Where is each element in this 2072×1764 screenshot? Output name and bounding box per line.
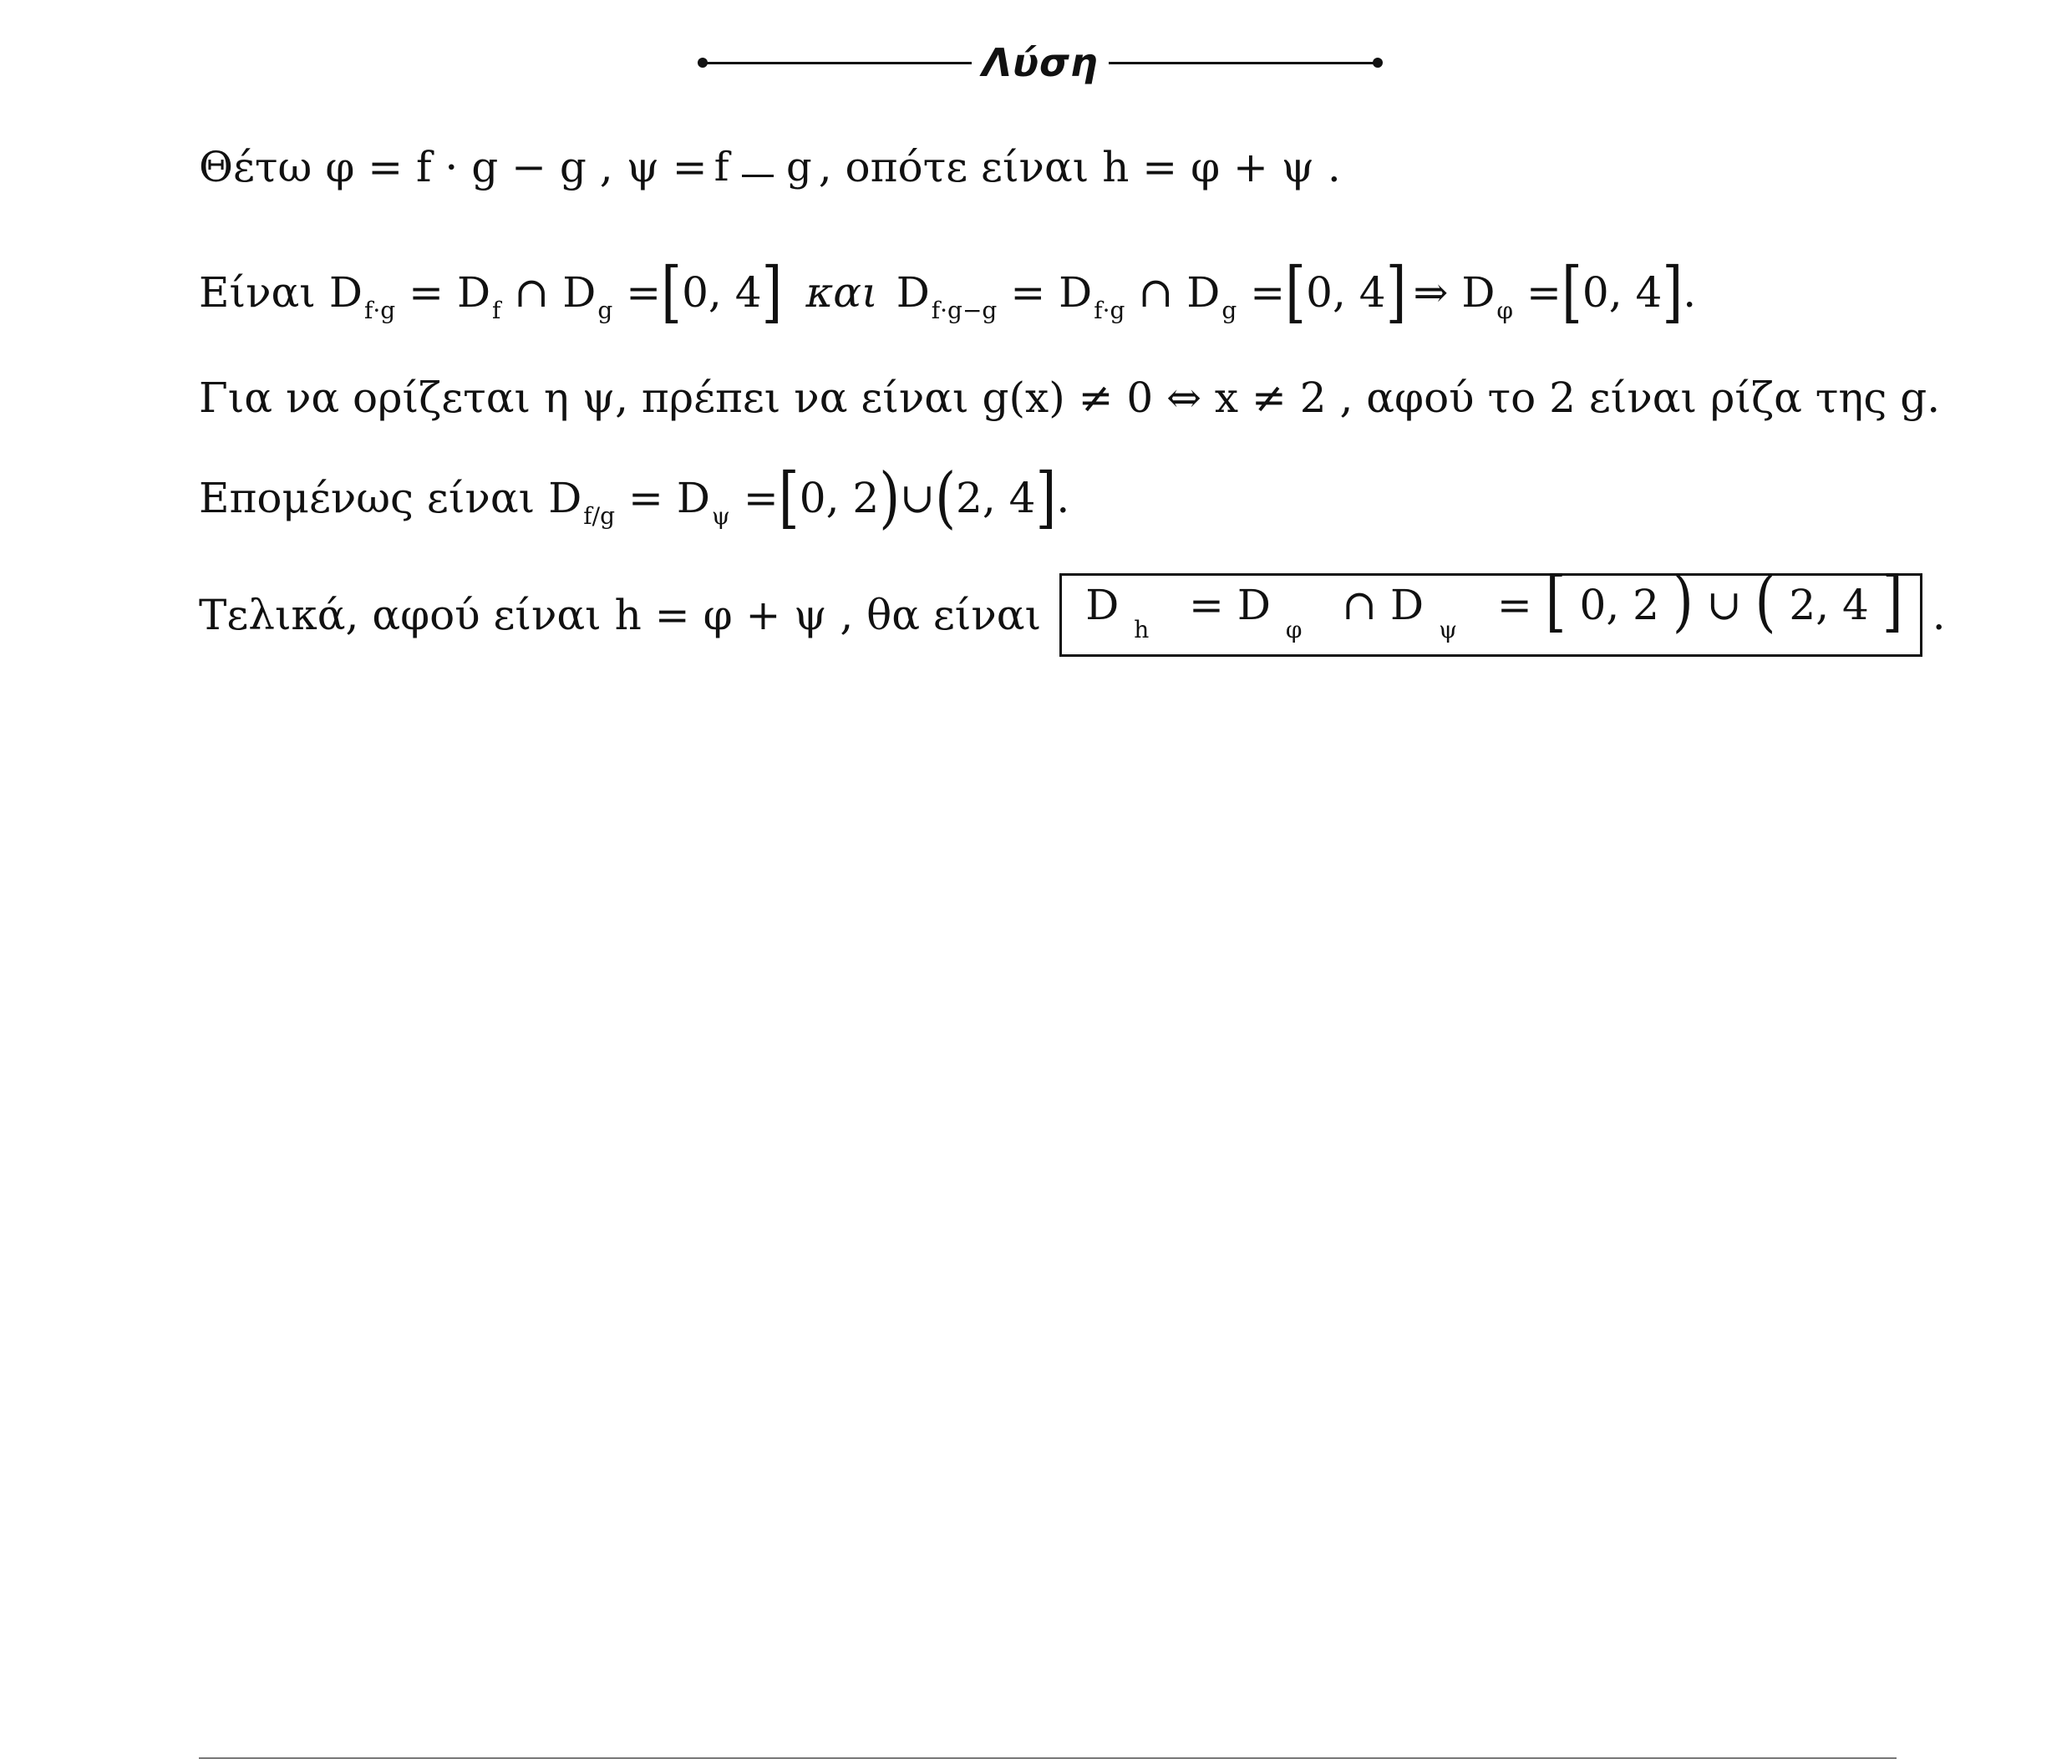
line2-close-bracket-1: ] xyxy=(761,253,783,332)
line4-prefix: Επομένως είναι xyxy=(199,474,536,522)
solution-header xyxy=(698,38,1383,89)
line4-D: D xyxy=(548,474,582,522)
line5-prefix: Τελικά, αφού είναι h = φ + ψ , θα είναι xyxy=(199,591,1042,639)
line2-interval-2: 0, 4 xyxy=(1306,268,1386,317)
line4-open-paren: ( xyxy=(935,459,957,537)
line2-open-bracket-2: [ xyxy=(1285,253,1307,332)
line2-open-bracket-1: [ xyxy=(661,253,683,332)
header-left-rule xyxy=(704,62,972,64)
fraction-bar xyxy=(742,175,774,177)
fraction-denominator: g xyxy=(786,144,812,191)
line5-sub-h: h xyxy=(1134,616,1150,643)
line5-end: . xyxy=(1932,591,1946,639)
line-domain-h xyxy=(199,562,1946,657)
final-answer-box xyxy=(1059,562,1922,657)
line5-close-bracket: ] xyxy=(1882,562,1903,641)
line2-eq5: = xyxy=(1526,268,1562,317)
line5-sub-phi: φ xyxy=(1285,616,1303,643)
line5-eq1: = D xyxy=(1189,581,1271,629)
line-domain-phi xyxy=(199,253,1697,332)
line5-interval-b: 2, 4 xyxy=(1789,581,1869,629)
fraction-f-over-g xyxy=(714,144,812,191)
line2-sub-phi: φ xyxy=(1496,297,1514,324)
line5-interval-a: 0, 2 xyxy=(1579,581,1659,629)
line1-suffix: , οπότε είναι h = φ + ψ . xyxy=(818,143,1341,191)
line2-eq1: = D xyxy=(409,268,491,317)
line4-sub-fdivg: f/g xyxy=(583,502,616,530)
line4-union: ∪ xyxy=(900,474,936,522)
line5-eq2: = xyxy=(1496,581,1532,629)
line4-close-bracket: ] xyxy=(1035,459,1057,537)
line2-eq2: = xyxy=(626,268,662,317)
line2-D: D xyxy=(328,268,363,317)
line5-open-paren: ( xyxy=(1755,562,1776,641)
line4-interval-a: 0, 2 xyxy=(799,474,880,522)
line-domain-psi xyxy=(199,459,1070,537)
header-right-dot xyxy=(1373,58,1383,68)
line1-psi-lhs: ψ = xyxy=(626,143,708,191)
line4-open-bracket: [ xyxy=(778,459,800,537)
line2-eq4: = xyxy=(1250,268,1286,317)
line4-eq2: = xyxy=(743,474,779,522)
line2-cap2: ∩ D xyxy=(1138,268,1221,317)
footer-rule xyxy=(199,1757,1897,1759)
line3-text: Για να ορίζεται η ψ, πρέπει να είναι g(x) ≠ 0 ⇔ x ≠ 2 , αφού το 2 είναι ρίζα της g. xyxy=(199,374,1941,422)
line2-close-bracket-3: ] xyxy=(1662,253,1684,332)
line2-D2: D xyxy=(896,268,930,317)
line5-sub-psi: ψ xyxy=(1439,616,1458,643)
line2-end: . xyxy=(1683,268,1697,317)
line2-kai: και xyxy=(805,268,878,317)
line5-D: D xyxy=(1085,581,1120,629)
line2-interval-1: 0, 4 xyxy=(682,268,762,317)
line4-interval-b: 2, 4 xyxy=(956,474,1036,522)
line4-close-paren: ) xyxy=(879,459,901,537)
line1-prefix: Θέτω xyxy=(199,143,312,191)
line4-eq1: = D xyxy=(628,474,710,522)
line2-prefix: Είναι xyxy=(199,268,316,317)
line1-phi-def: φ = f · g − g , xyxy=(325,143,613,191)
line5-cap: ∩ D xyxy=(1342,581,1424,629)
line2-sub-g: g xyxy=(597,297,613,324)
line4-sub-psi: ψ xyxy=(711,502,730,530)
line5-union: ∪ xyxy=(1706,581,1742,629)
line2-sub-fg2: f·g xyxy=(1094,297,1125,324)
fraction-numerator: f xyxy=(714,144,729,191)
line2-close-bracket-2: ] xyxy=(1385,253,1407,332)
line-definitions xyxy=(199,134,1341,201)
line5-close-paren: ) xyxy=(1672,562,1694,641)
line2-sub-f: f xyxy=(492,297,501,324)
line5-open-bracket: [ xyxy=(1545,562,1567,641)
line-psi-condition xyxy=(199,364,1940,431)
header-title: Λύση xyxy=(982,40,1099,85)
line2-interval-3: 0, 4 xyxy=(1582,268,1663,317)
line2-cap1: ∩ D xyxy=(514,268,597,317)
line2-open-bracket-3: [ xyxy=(1561,253,1582,332)
line4-end: . xyxy=(1056,474,1070,522)
line2-sub-fg: f·g xyxy=(363,297,396,324)
header-right-rule xyxy=(1109,62,1376,64)
line2-sub-fgg: f·g−g xyxy=(931,297,998,324)
line2-eq3: = D xyxy=(1010,268,1093,317)
line2-sub-g2: g xyxy=(1221,297,1237,324)
line2-implies: ⇒ D xyxy=(1413,268,1496,317)
